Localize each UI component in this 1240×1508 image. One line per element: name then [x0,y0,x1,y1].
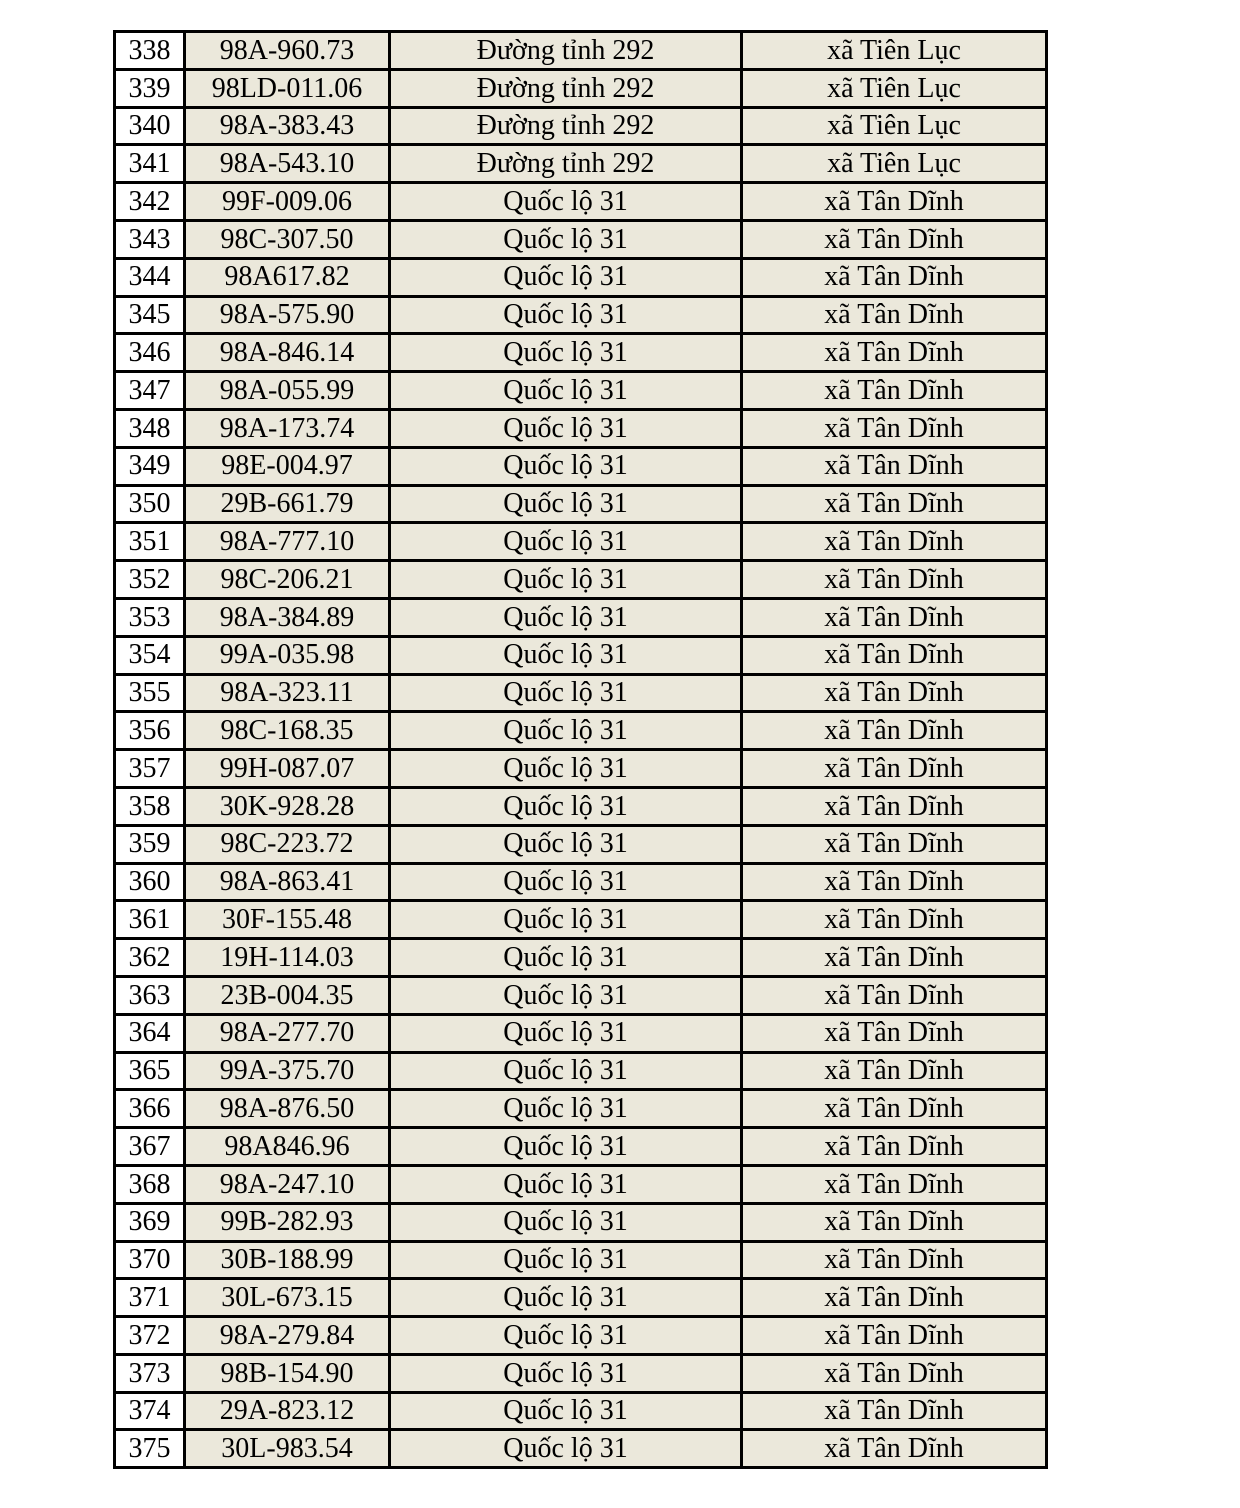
row-index-cell: 357 [115,750,185,788]
row-index-cell: 370 [115,1241,185,1279]
location-cell: xã Tân Dĩnh [742,825,1047,863]
road-cell: Đường tỉnh 292 [390,107,742,145]
location-cell: xã Tiên Lục [742,145,1047,183]
vehicle-table-container [113,30,1048,1469]
table-row [115,296,1047,334]
table-row [115,674,1047,712]
road-cell: Đường tỉnh 292 [390,32,742,70]
row-index-cell: 359 [115,825,185,863]
row-index-cell: 341 [115,145,185,183]
location-cell: xã Tân Dĩnh [742,598,1047,636]
plate-cell: 98A-323.11 [185,674,390,712]
road-cell: Quốc lộ 31 [390,1392,742,1430]
table-row [115,787,1047,825]
table-row [115,1241,1047,1279]
table-row [115,183,1047,221]
row-index-cell: 340 [115,107,185,145]
row-index-cell: 366 [115,1090,185,1128]
road-cell: Quốc lộ 31 [390,825,742,863]
table-row [115,334,1047,372]
plate-cell: 99H-087.07 [185,750,390,788]
row-index-cell: 361 [115,901,185,939]
row-index-cell: 351 [115,523,185,561]
location-cell: xã Tân Dĩnh [742,1317,1047,1355]
location-cell: xã Tân Dĩnh [742,183,1047,221]
table-row [115,750,1047,788]
table-row [115,939,1047,977]
row-index-cell: 369 [115,1203,185,1241]
row-index-cell: 348 [115,409,185,447]
location-cell: xã Tiên Lục [742,69,1047,107]
table-row [115,1354,1047,1392]
table-row [115,561,1047,599]
table-row [115,258,1047,296]
row-index-cell: 360 [115,863,185,901]
location-cell: xã Tân Dĩnh [742,258,1047,296]
road-cell: Quốc lộ 31 [390,523,742,561]
row-index-cell: 347 [115,372,185,410]
table-row [115,1014,1047,1052]
plate-cell: 98A-876.50 [185,1090,390,1128]
table-row [115,1317,1047,1355]
table-row [115,1279,1047,1317]
road-cell: Quốc lộ 31 [390,901,742,939]
table-row [115,636,1047,674]
row-index-cell: 372 [115,1317,185,1355]
table-row [115,825,1047,863]
location-cell: xã Tân Dĩnh [742,1392,1047,1430]
road-cell: Quốc lộ 31 [390,674,742,712]
row-index-cell: 367 [115,1128,185,1166]
location-cell: xã Tân Dĩnh [742,1430,1047,1468]
table-row [115,447,1047,485]
table-row [115,145,1047,183]
location-cell: xã Tân Dĩnh [742,636,1047,674]
row-index-cell: 358 [115,787,185,825]
location-cell: xã Tân Dĩnh [742,1090,1047,1128]
vehicle-table [113,30,1048,1469]
table-row [115,523,1047,561]
road-cell: Quốc lộ 31 [390,863,742,901]
road-cell: Quốc lộ 31 [390,1317,742,1355]
road-cell: Quốc lộ 31 [390,372,742,410]
row-index-cell: 339 [115,69,185,107]
table-row [115,976,1047,1014]
plate-cell: 99A-375.70 [185,1052,390,1090]
row-index-cell: 344 [115,258,185,296]
table-row [115,1430,1047,1468]
plate-cell: 98C-307.50 [185,220,390,258]
location-cell: xã Tân Dĩnh [742,447,1047,485]
table-row [115,107,1047,145]
location-cell: xã Tân Dĩnh [742,1354,1047,1392]
plate-cell: 98E-004.97 [185,447,390,485]
road-cell: Quốc lộ 31 [390,598,742,636]
road-cell: Quốc lộ 31 [390,1354,742,1392]
row-index-cell: 345 [115,296,185,334]
table-row [115,1165,1047,1203]
row-index-cell: 365 [115,1052,185,1090]
plate-cell: 30L-983.54 [185,1430,390,1468]
location-cell: xã Tân Dĩnh [742,901,1047,939]
location-cell: xã Tân Dĩnh [742,485,1047,523]
road-cell: Quốc lộ 31 [390,220,742,258]
road-cell: Quốc lộ 31 [390,1014,742,1052]
road-cell: Quốc lộ 31 [390,447,742,485]
row-index-cell: 355 [115,674,185,712]
row-index-cell: 363 [115,976,185,1014]
table-row [115,1128,1047,1166]
plate-cell: 30F-155.48 [185,901,390,939]
row-index-cell: 374 [115,1392,185,1430]
road-cell: Quốc lộ 31 [390,750,742,788]
plate-cell: 30L-673.15 [185,1279,390,1317]
location-cell: xã Tân Dĩnh [742,1128,1047,1166]
plate-cell: 98A-863.41 [185,863,390,901]
plate-cell: 98C-168.35 [185,712,390,750]
table-row [115,598,1047,636]
location-cell: xã Tân Dĩnh [742,1203,1047,1241]
location-cell: xã Tân Dĩnh [742,1014,1047,1052]
road-cell: Quốc lộ 31 [390,561,742,599]
plate-cell: 30B-188.99 [185,1241,390,1279]
road-cell: Quốc lộ 31 [390,1090,742,1128]
road-cell: Đường tỉnh 292 [390,69,742,107]
plate-cell: 99F-009.06 [185,183,390,221]
table-row [115,409,1047,447]
plate-cell: 98A-960.73 [185,32,390,70]
plate-cell: 23B-004.35 [185,976,390,1014]
table-row [115,485,1047,523]
row-index-cell: 368 [115,1165,185,1203]
plate-cell: 98A-543.10 [185,145,390,183]
table-row [115,220,1047,258]
road-cell: Quốc lộ 31 [390,334,742,372]
road-cell: Quốc lộ 31 [390,1203,742,1241]
plate-cell: 98A-846.14 [185,334,390,372]
table-row [115,1052,1047,1090]
plate-cell: 19H-114.03 [185,939,390,977]
plate-cell: 98A617.82 [185,258,390,296]
plate-cell: 98C-206.21 [185,561,390,599]
location-cell: xã Tân Dĩnh [742,334,1047,372]
plate-cell: 98A-247.10 [185,1165,390,1203]
road-cell: Đường tỉnh 292 [390,145,742,183]
plate-cell: 29B-661.79 [185,485,390,523]
row-index-cell: 343 [115,220,185,258]
table-row [115,372,1047,410]
road-cell: Quốc lộ 31 [390,939,742,977]
location-cell: xã Tân Dĩnh [742,976,1047,1014]
table-row [115,32,1047,70]
plate-cell: 98A-384.89 [185,598,390,636]
location-cell: xã Tiên Lục [742,32,1047,70]
road-cell: Quốc lộ 31 [390,1241,742,1279]
table-row [115,863,1047,901]
table-row [115,69,1047,107]
plate-cell: 98A846.96 [185,1128,390,1166]
row-index-cell: 356 [115,712,185,750]
table-row [115,1090,1047,1128]
location-cell: xã Tân Dĩnh [742,750,1047,788]
plate-cell: 99B-282.93 [185,1203,390,1241]
location-cell: xã Tân Dĩnh [742,561,1047,599]
plate-cell: 29A-823.12 [185,1392,390,1430]
location-cell: xã Tân Dĩnh [742,523,1047,561]
row-index-cell: 362 [115,939,185,977]
row-index-cell: 375 [115,1430,185,1468]
road-cell: Quốc lộ 31 [390,258,742,296]
plate-cell: 98A-777.10 [185,523,390,561]
plate-cell: 98C-223.72 [185,825,390,863]
location-cell: xã Tân Dĩnh [742,1165,1047,1203]
table-body [115,32,1047,1468]
row-index-cell: 349 [115,447,185,485]
road-cell: Quốc lộ 31 [390,636,742,674]
plate-cell: 98LD-011.06 [185,69,390,107]
road-cell: Quốc lộ 31 [390,296,742,334]
road-cell: Quốc lộ 31 [390,1052,742,1090]
road-cell: Quốc lộ 31 [390,485,742,523]
location-cell: xã Tân Dĩnh [742,1241,1047,1279]
row-index-cell: 346 [115,334,185,372]
plate-cell: 98A-173.74 [185,409,390,447]
plate-cell: 98B-154.90 [185,1354,390,1392]
road-cell: Quốc lộ 31 [390,1430,742,1468]
road-cell: Quốc lộ 31 [390,409,742,447]
row-index-cell: 353 [115,598,185,636]
location-cell: xã Tiên Lục [742,107,1047,145]
road-cell: Quốc lộ 31 [390,712,742,750]
location-cell: xã Tân Dĩnh [742,296,1047,334]
location-cell: xã Tân Dĩnh [742,1052,1047,1090]
table-row [115,1203,1047,1241]
row-index-cell: 350 [115,485,185,523]
row-index-cell: 354 [115,636,185,674]
plate-cell: 98A-055.99 [185,372,390,410]
road-cell: Quốc lộ 31 [390,183,742,221]
row-index-cell: 338 [115,32,185,70]
plate-cell: 98A-279.84 [185,1317,390,1355]
row-index-cell: 342 [115,183,185,221]
location-cell: xã Tân Dĩnh [742,372,1047,410]
road-cell: Quốc lộ 31 [390,976,742,1014]
location-cell: xã Tân Dĩnh [742,787,1047,825]
road-cell: Quốc lộ 31 [390,787,742,825]
location-cell: xã Tân Dĩnh [742,712,1047,750]
location-cell: xã Tân Dĩnh [742,939,1047,977]
row-index-cell: 352 [115,561,185,599]
location-cell: xã Tân Dĩnh [742,863,1047,901]
table-row [115,901,1047,939]
plate-cell: 99A-035.98 [185,636,390,674]
table-row [115,712,1047,750]
plate-cell: 30K-928.28 [185,787,390,825]
location-cell: xã Tân Dĩnh [742,220,1047,258]
row-index-cell: 364 [115,1014,185,1052]
table-row [115,1392,1047,1430]
location-cell: xã Tân Dĩnh [742,409,1047,447]
plate-cell: 98A-383.43 [185,107,390,145]
plate-cell: 98A-575.90 [185,296,390,334]
road-cell: Quốc lộ 31 [390,1165,742,1203]
road-cell: Quốc lộ 31 [390,1279,742,1317]
row-index-cell: 373 [115,1354,185,1392]
location-cell: xã Tân Dĩnh [742,674,1047,712]
plate-cell: 98A-277.70 [185,1014,390,1052]
row-index-cell: 371 [115,1279,185,1317]
location-cell: xã Tân Dĩnh [742,1279,1047,1317]
road-cell: Quốc lộ 31 [390,1128,742,1166]
